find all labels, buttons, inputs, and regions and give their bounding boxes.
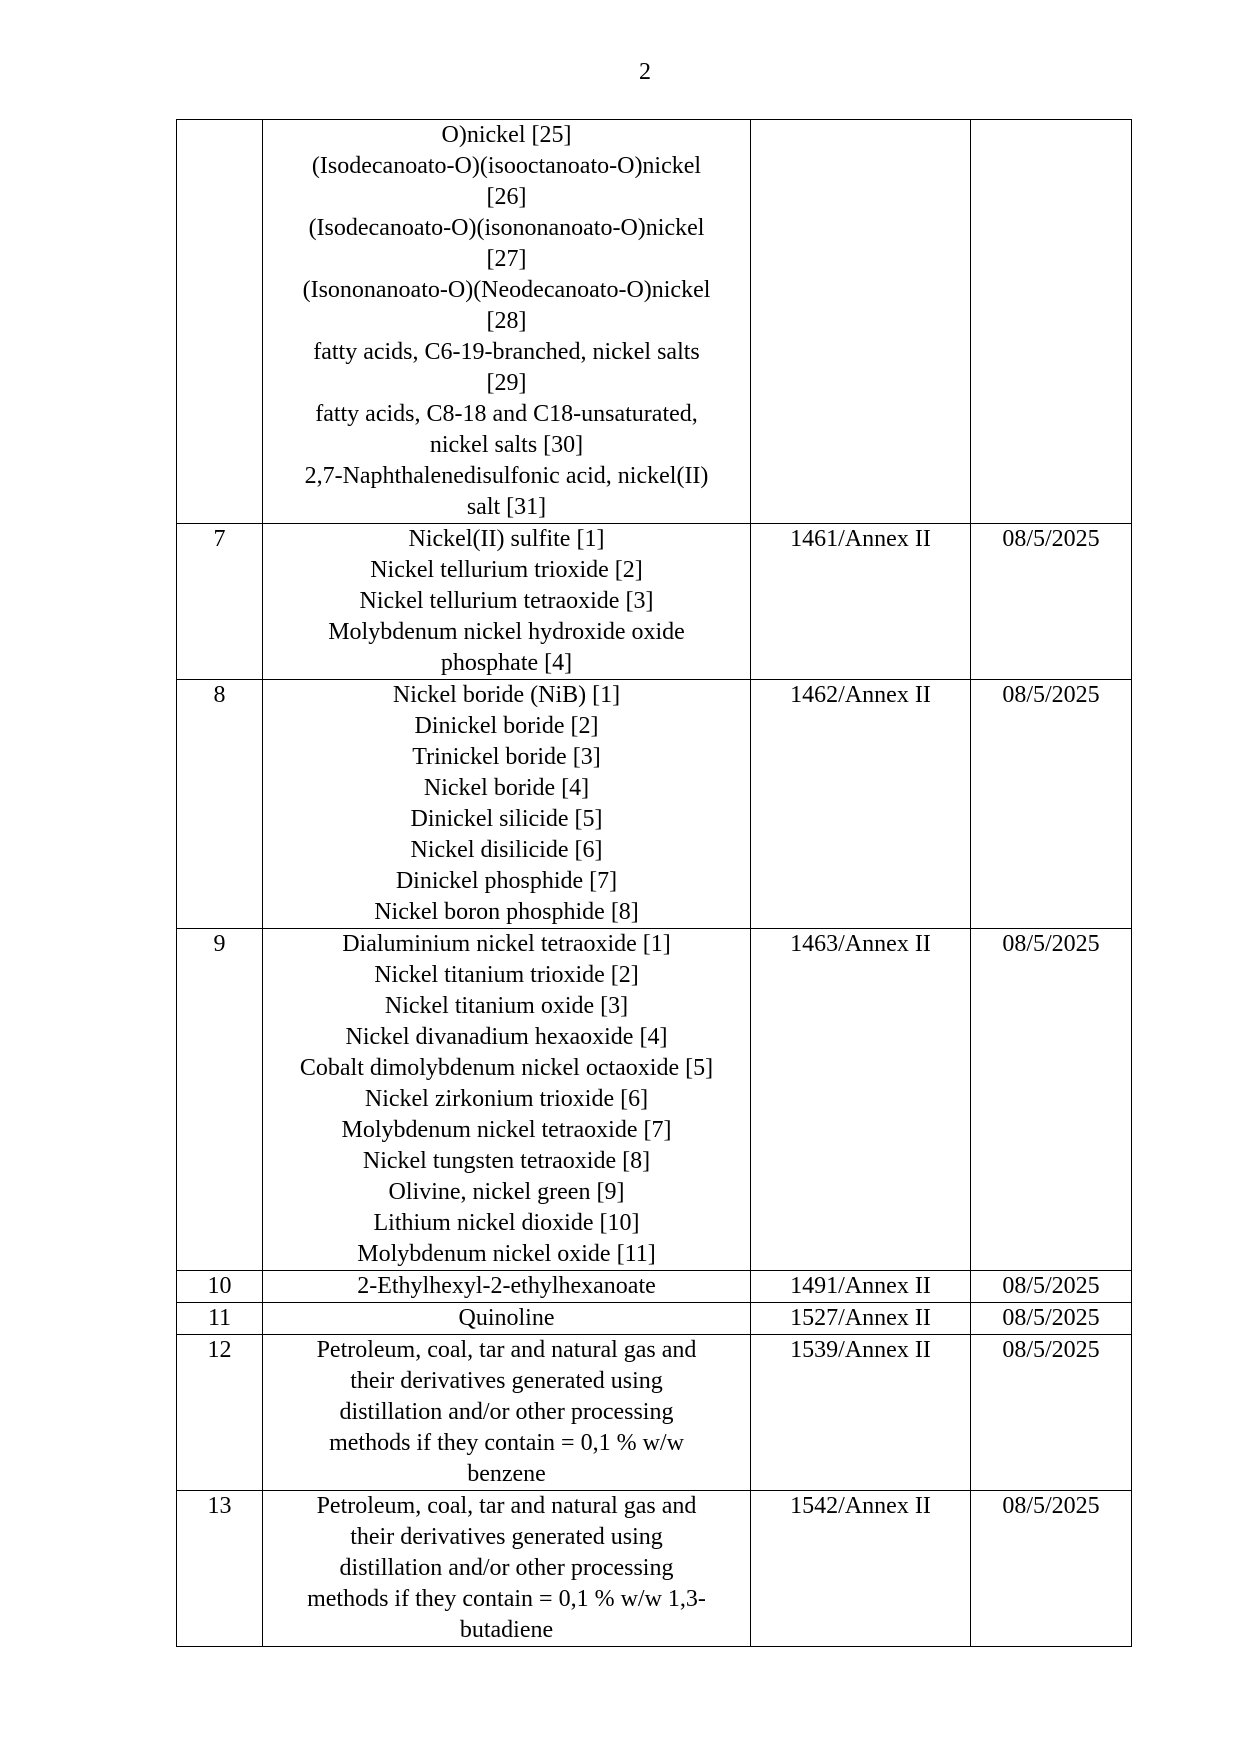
substance-name-line: 2-Ethylhexyl-2-ethylhexanoate — [357, 1273, 656, 1299]
substance-name-line: Molybdenum nickel tetraoxide [7] — [341, 1117, 672, 1143]
substance-name-line: (Isodecanoato-O)(isononanoato-O)nickel — [308, 215, 705, 241]
substance-name-line: Petroleum, coal, tar and natural gas and — [316, 1337, 697, 1363]
row-number-cell — [177, 120, 263, 524]
date-cell: 08/5/2025 — [971, 1335, 1132, 1491]
substance-name-line: Nickel tungsten tetraoxide [8] — [362, 1148, 651, 1174]
substance-name-line: Trinickel boride [3] — [412, 744, 601, 770]
annex-reference-cell: 1461/Annex II — [751, 524, 971, 680]
substance-name-line: Nickel titanium trioxide [2] — [374, 962, 639, 988]
date-cell: 08/5/2025 — [971, 1271, 1132, 1303]
annex-reference-cell: 1527/Annex II — [751, 1303, 971, 1335]
substance-name-line: Dialuminium nickel tetraoxide [1] — [342, 931, 671, 957]
date-cell: 08/5/2025 — [971, 1491, 1132, 1647]
row-number-cell: 12 — [177, 1335, 263, 1491]
substance-name-line: O)nickel [25] — [441, 122, 572, 148]
row-number-cell: 10 — [177, 1271, 263, 1303]
substance-name-line: Lithium nickel dioxide [10] — [373, 1210, 640, 1236]
annex-reference-cell — [751, 120, 971, 524]
substance-name-line: Cobalt dimolybdenum nickel octaoxide [5] — [299, 1055, 714, 1081]
substance-name-line: benzene — [467, 1461, 546, 1487]
annex-reference-cell: 1463/Annex II — [751, 929, 971, 1271]
row-number-cell: 8 — [177, 680, 263, 929]
page-number: 2 — [639, 59, 651, 85]
substance-name-line: Dinickel phosphide [7] — [395, 868, 618, 894]
substance-name-line: [29] — [486, 370, 527, 396]
date-cell: 08/5/2025 — [971, 1303, 1132, 1335]
substance-name-line: methods if they contain = 0,1 % w/w 1,3- — [307, 1586, 706, 1612]
substance-name-line: [27] — [486, 246, 527, 272]
substance-name-line: [26] — [486, 184, 527, 210]
substance-name-cell — [263, 120, 751, 524]
substance-name-line: butadiene — [459, 1617, 554, 1643]
table-row — [177, 1303, 1132, 1335]
date-cell: 08/5/2025 — [971, 524, 1132, 680]
substance-name-cell — [263, 929, 751, 1271]
substance-name-line: Molybdenum nickel oxide [11] — [357, 1241, 656, 1267]
substance-name-line: fatty acids, C6-19-branched, nickel salts — [313, 339, 700, 365]
substance-name-line: methods if they contain = 0,1 % w/w — [329, 1430, 684, 1456]
annex-reference-cell: 1491/Annex II — [751, 1271, 971, 1303]
substance-name-line: (Isodecanoato-O)(isooctanoato-O)nickel — [311, 153, 702, 179]
substance-name-line: Dinickel boride [2] — [414, 713, 599, 739]
substance-name-line: Nickel boron phosphide [8] — [374, 899, 639, 925]
date-cell: 08/5/2025 — [971, 929, 1132, 1271]
substance-name-line: 2,7-Naphthalenedisulfonic acid, nickel(II) — [304, 463, 709, 489]
substance-name-line: Quinoline — [458, 1305, 555, 1331]
substance-name-line: [28] — [486, 308, 527, 334]
row-number-cell: 11 — [177, 1303, 263, 1335]
substance-name-line: Nickel(II) sulfite [1] — [408, 526, 605, 552]
substance-name-line: Nickel zirkonium trioxide [6] — [364, 1086, 649, 1112]
annex-reference-cell: 1539/Annex II — [751, 1335, 971, 1491]
substance-name-cell — [263, 680, 751, 929]
substance-name-line: (Isononanoato-O)(Neodecanoato-O)nickel — [302, 277, 711, 303]
substance-name-line: Nickel titanium oxide [3] — [384, 993, 629, 1019]
substance-table — [176, 119, 1132, 1647]
date-cell: 08/5/2025 — [971, 680, 1132, 929]
row-number-cell: 7 — [177, 524, 263, 680]
table-row — [177, 524, 1132, 680]
substance-name-cell — [263, 1491, 751, 1647]
substance-name-line: Molybdenum nickel hydroxide oxide — [328, 619, 685, 645]
substance-name-line: distillation and/or other processing — [339, 1399, 674, 1425]
substance-name-line: nickel salts [30] — [429, 432, 584, 458]
substance-name-line: Nickel divanadium hexaoxide [4] — [345, 1024, 668, 1050]
date-cell — [971, 120, 1132, 524]
substance-name-cell — [263, 1303, 751, 1335]
table-row — [177, 680, 1132, 929]
substance-name-line: their derivatives generated using — [350, 1368, 663, 1394]
row-number-cell: 13 — [177, 1491, 263, 1647]
substance-name-cell — [263, 1335, 751, 1491]
substance-name-line: Nickel disilicide [6] — [410, 837, 603, 863]
substance-name-line: Nickel boride (NiB) [1] — [392, 682, 621, 708]
substance-name-line: Nickel tellurium tetraoxide [3] — [359, 588, 654, 614]
substance-name-cell — [263, 1271, 751, 1303]
annex-reference-cell: 1462/Annex II — [751, 680, 971, 929]
table-row — [177, 1271, 1132, 1303]
substance-name-line: fatty acids, C8-18 and C18-unsaturated, — [315, 401, 698, 427]
annex-reference-cell: 1542/Annex II — [751, 1491, 971, 1647]
table-row — [177, 1491, 1132, 1647]
substance-name-line: their derivatives generated using — [350, 1524, 663, 1550]
row-number-cell: 9 — [177, 929, 263, 1271]
substance-name-line: Olivine, nickel green [9] — [388, 1179, 625, 1205]
table-row — [177, 1335, 1132, 1491]
table-row — [177, 120, 1132, 524]
substance-name-cell — [263, 524, 751, 680]
table-body — [177, 120, 1132, 1647]
substance-name-line: phosphate [4] — [440, 650, 573, 676]
substance-name-line: Nickel tellurium trioxide [2] — [370, 557, 643, 583]
substance-name-line: Petroleum, coal, tar and natural gas and — [316, 1493, 697, 1519]
substance-name-line: distillation and/or other processing — [339, 1555, 674, 1581]
substance-name-line: salt [31] — [466, 494, 547, 520]
substance-name-line: Nickel boride [4] — [423, 775, 590, 801]
substance-name-line: Dinickel silicide [5] — [410, 806, 603, 832]
table-row — [177, 929, 1132, 1271]
